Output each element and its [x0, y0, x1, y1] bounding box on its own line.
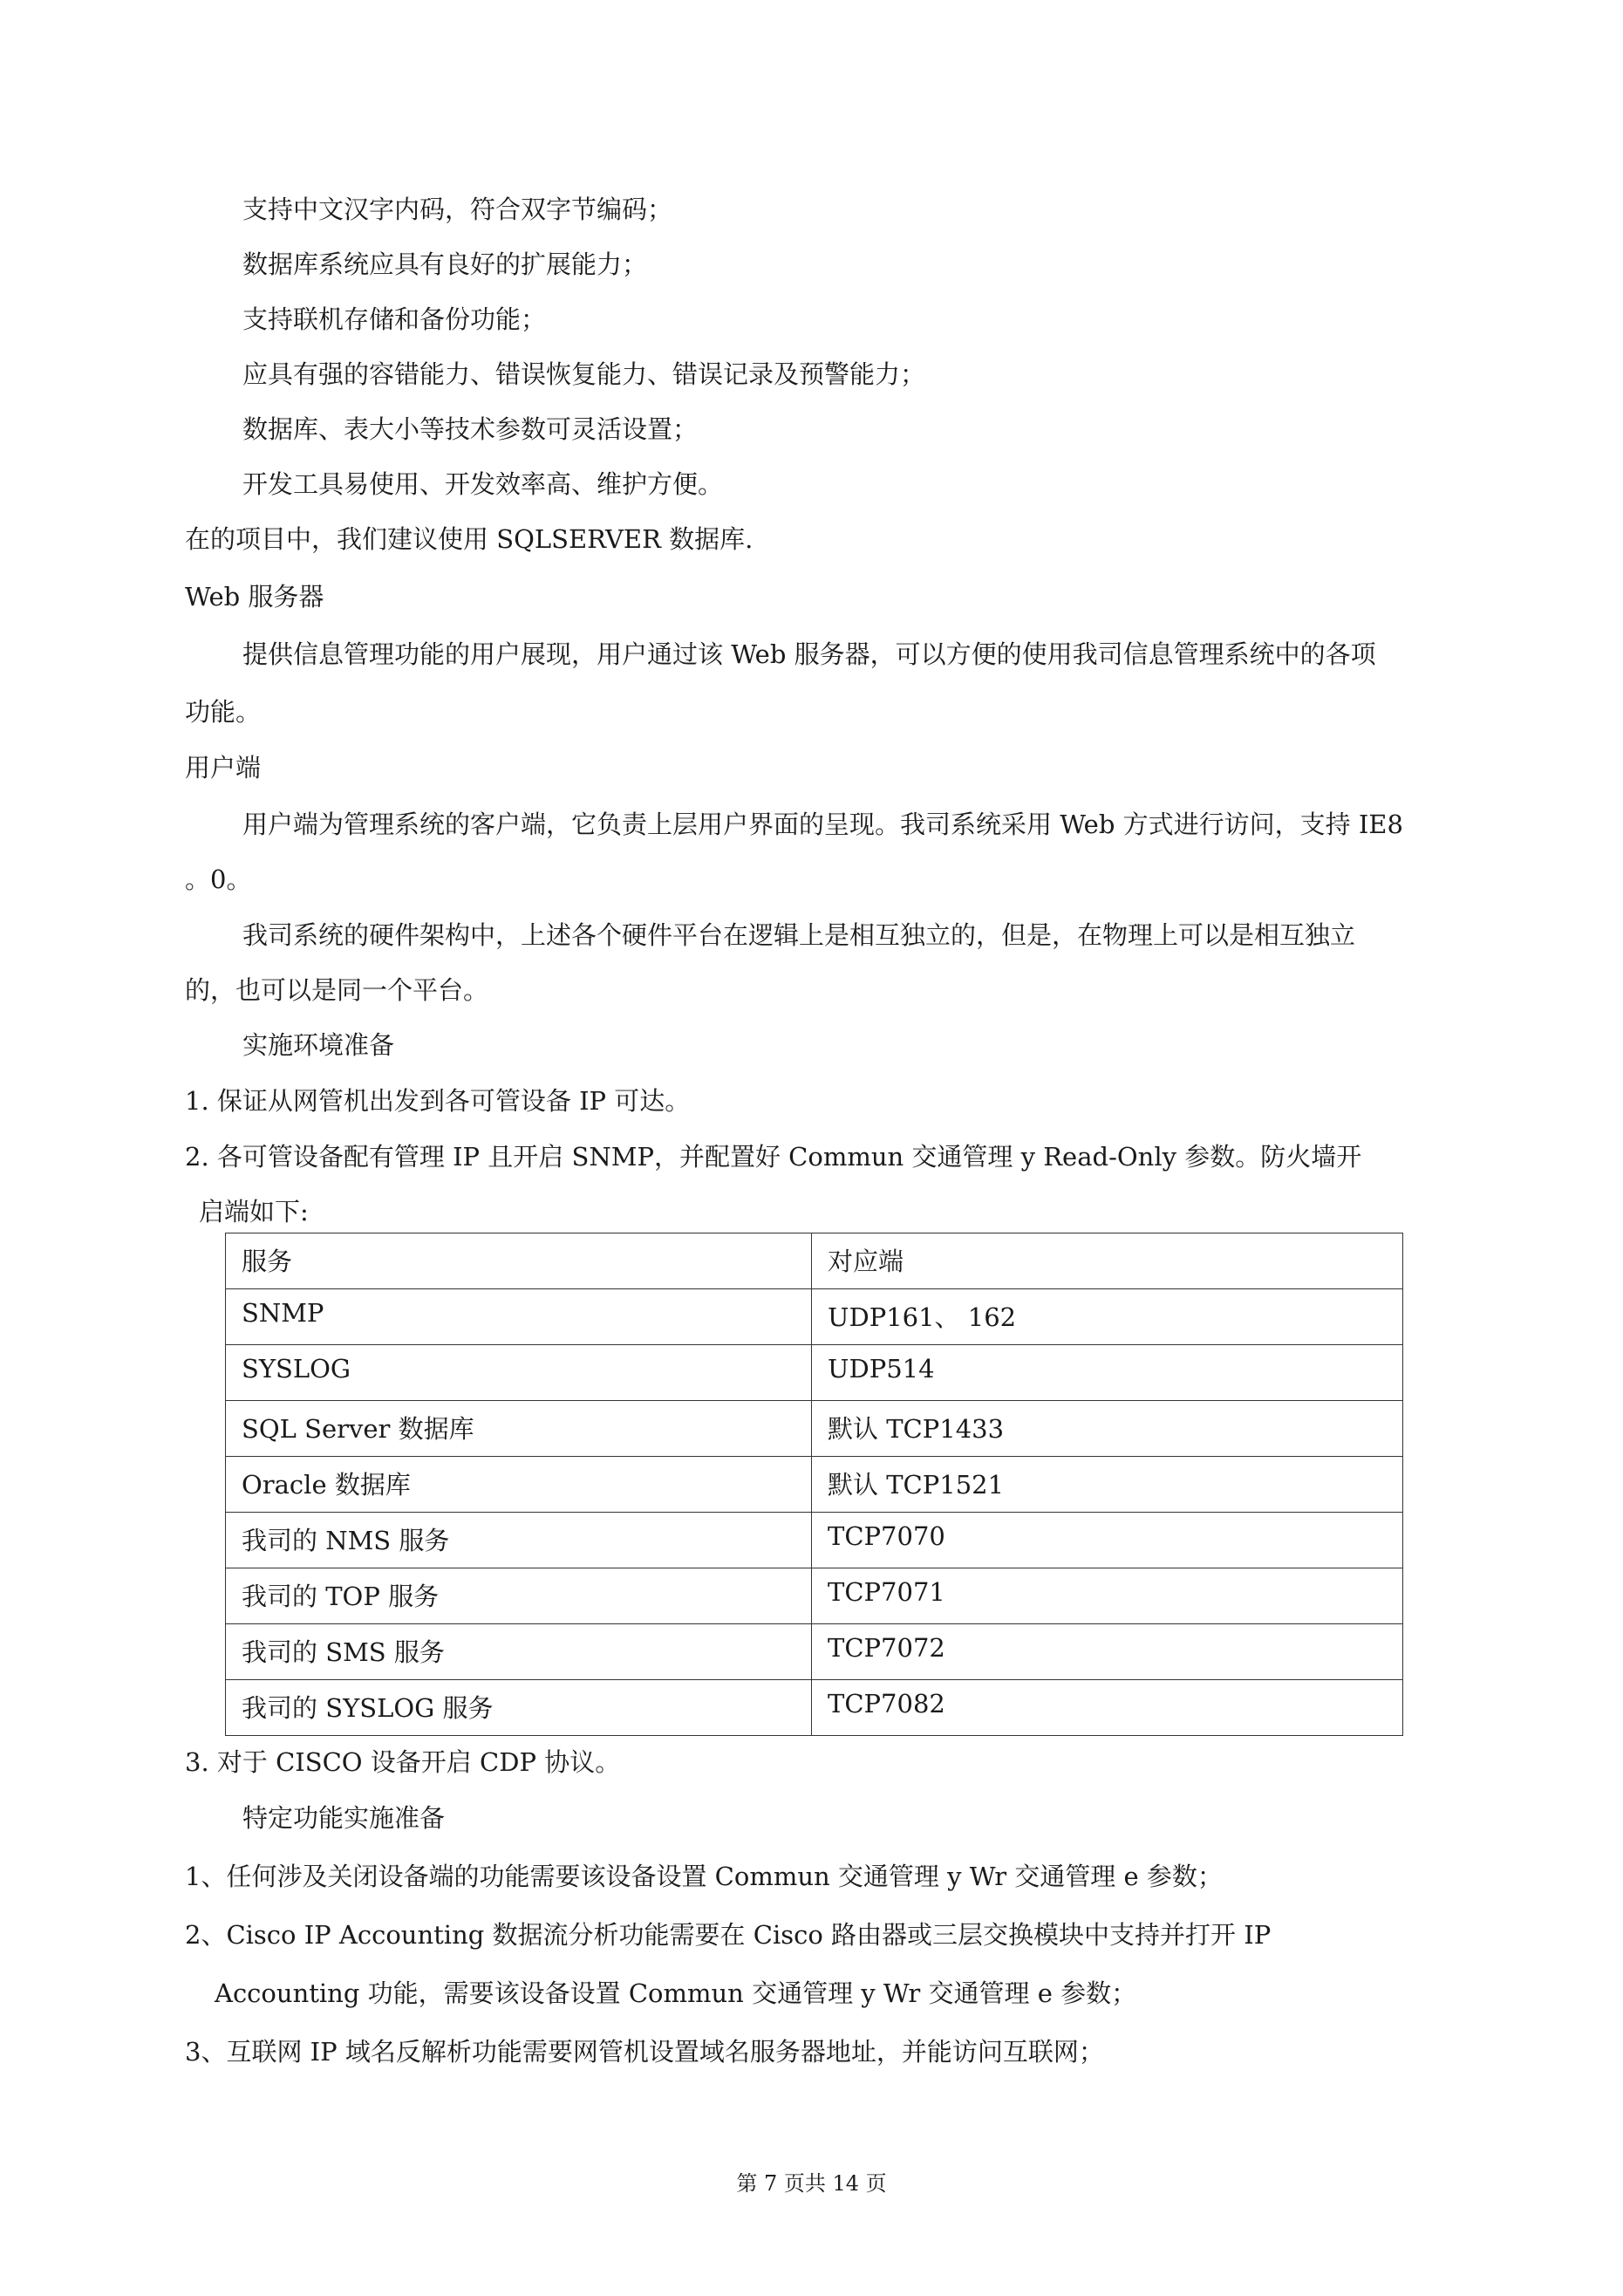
paragraph: 我司系统的硬件架构中，上述各个硬件平台在逻辑上是相互独立的，但是，在物理上可以是相互独立	[242, 920, 1356, 950]
paragraph: 在的项目中，我们建议使用 SQLSERVER 数据库.	[185, 524, 754, 554]
table-cell: 我司的 SYSLOG 服务	[226, 1680, 812, 1736]
paragraph: 开发工具易使用、开发效率高、维护方便。	[242, 469, 724, 499]
page-footer: 第 7 页共 14 页	[736, 2171, 887, 2196]
table-row	[226, 1513, 1403, 1568]
list-item-continuation: Accounting 功能，需要该设备设置 Commun 交通管理 y Wr 交通管理 e 参数；	[215, 1978, 1137, 2008]
paragraph: 应具有强的容错能力、错误恢复能力、错误记录及预警能力；	[242, 359, 926, 389]
paragraph: 功能。	[185, 697, 262, 727]
table-row	[226, 1568, 1403, 1624]
paragraph: 的，也可以是同一个平台。	[185, 975, 489, 1005]
table-cell: TCP7071	[812, 1568, 1403, 1624]
table-row	[226, 1289, 1403, 1345]
table-cell: TCP7072	[812, 1624, 1403, 1680]
table-header-cell: 对应端	[812, 1233, 1403, 1289]
table-cell: 默认 TCP1433	[812, 1401, 1403, 1457]
table-cell: UDP514	[812, 1345, 1403, 1401]
table-cell: Oracle 数据库	[226, 1457, 812, 1513]
table-row	[226, 1401, 1403, 1457]
table-cell: 我司的 TOP 服务	[226, 1568, 812, 1624]
table-cell: SQL Server 数据库	[226, 1401, 812, 1457]
section-heading: 特定功能实施准备	[242, 1803, 446, 1833]
section-heading: 用户端	[185, 753, 262, 782]
port-table	[225, 1233, 1403, 1736]
list-item-continuation: 启端如下:	[199, 1197, 309, 1227]
table-cell: SYSLOG	[226, 1345, 812, 1401]
list-item: 2. 各可管设备配有管理 IP 且开启 SNMP，并配置好 Commun 交通管理 y Read-Only 参数。防火墙开	[185, 1142, 1362, 1172]
table-row	[226, 1457, 1403, 1513]
table-row	[226, 1345, 1403, 1401]
paragraph: 支持中文汉字内码，符合双字节编码；	[242, 195, 673, 224]
paragraph: 提供信息管理功能的用户展现，用户通过该 Web 服务器，可以方便的使用我司信息管理系统中的各项	[242, 639, 1376, 669]
table-cell: 默认 TCP1521	[812, 1457, 1403, 1513]
list-item: 3、互联网 IP 域名反解析功能需要网管机设置域名服务器地址，并能访问互联网；	[185, 2037, 1104, 2067]
paragraph: 支持联机存储和备份功能；	[242, 304, 547, 334]
table-cell: 我司的 SMS 服务	[226, 1624, 812, 1680]
paragraph: 用户端为管理系统的客户端，它负责上层用户界面的呈现。我司系统采用 Web 方式进行访问，支持 IE8	[242, 810, 1403, 839]
section-heading: 实施环境准备	[242, 1030, 395, 1060]
table-header-row	[226, 1233, 1403, 1289]
list-item: 2、Cisco IP Accounting 数据流分析功能需要在 Cisco 路由器或三层交换模块中支持并打开 IP	[185, 1920, 1272, 1950]
table-cell: TCP7070	[812, 1513, 1403, 1568]
list-item: 1、任何涉及关闭设备端的功能需要该设备设置 Commun 交通管理 y Wr 交通管理 e 参数；	[185, 1862, 1223, 1891]
paragraph: 数据库、表大小等技术参数可灵活设置；	[242, 414, 699, 444]
list-item: 1. 保证从网管机出发到各可管设备 IP 可达。	[185, 1086, 691, 1116]
list-item: 3. 对于 CISCO 设备开启 CDP 协议。	[185, 1747, 621, 1777]
table-header-cell: 服务	[226, 1233, 812, 1289]
paragraph: 。0。	[185, 864, 252, 894]
table-cell: SNMP	[226, 1289, 812, 1345]
table-cell: TCP7082	[812, 1680, 1403, 1736]
table-row	[226, 1680, 1403, 1736]
table-cell: 我司的 NMS 服务	[226, 1513, 812, 1568]
paragraph: 数据库系统应具有良好的扩展能力；	[242, 249, 648, 279]
table-row	[226, 1624, 1403, 1680]
section-heading: Web 服务器	[185, 582, 324, 612]
table-cell: UDP161、 162	[812, 1289, 1403, 1345]
